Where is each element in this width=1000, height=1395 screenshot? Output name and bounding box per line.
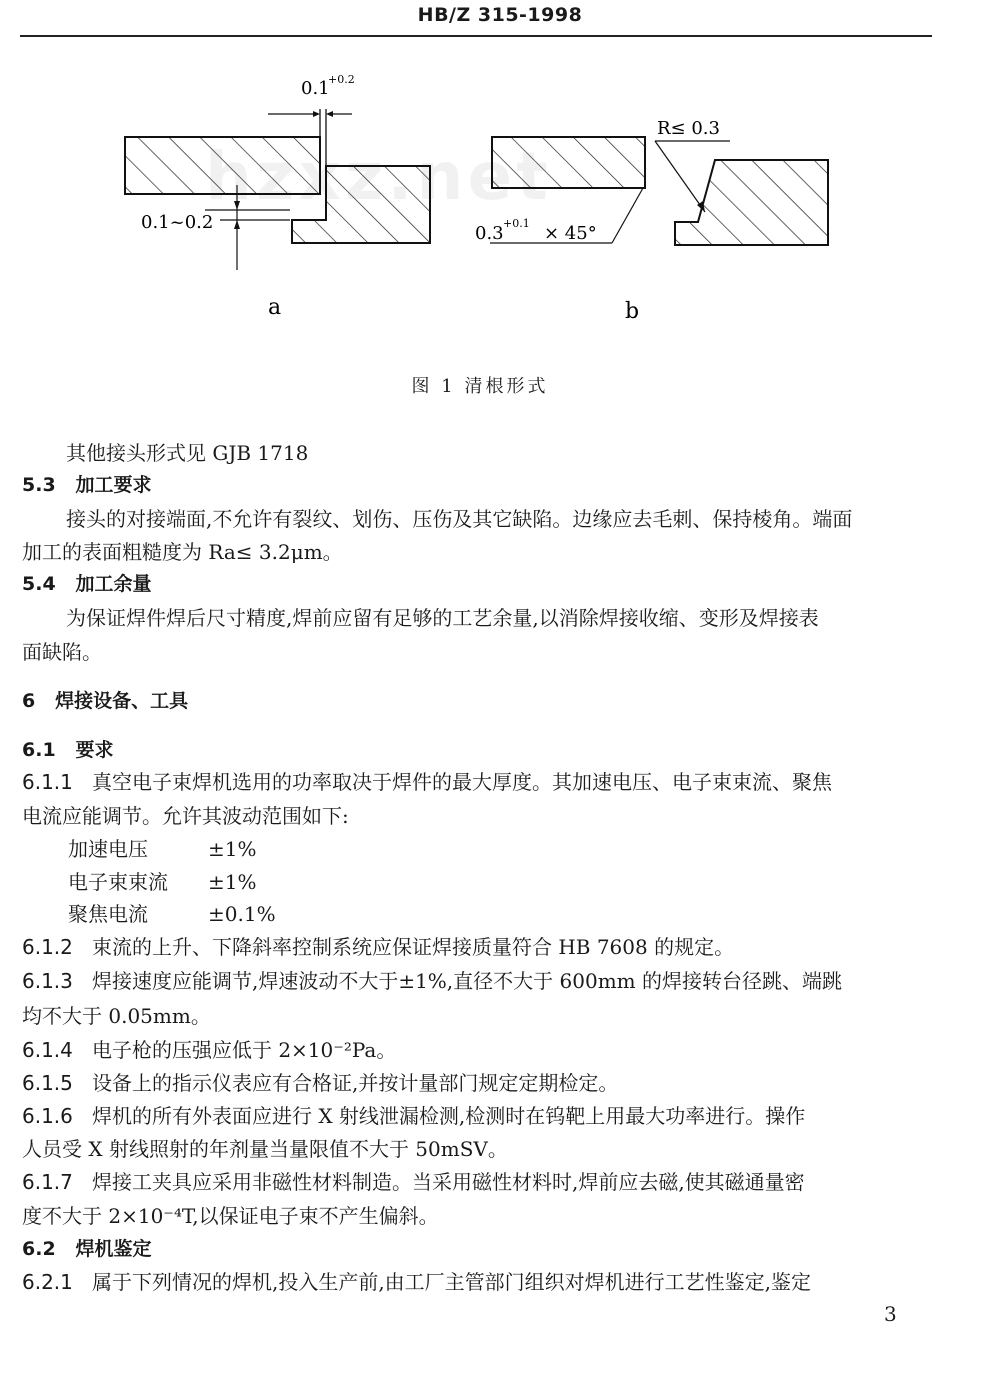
- clause-text: 焊接工夹具应采用非磁性材料制造。当采用磁性材料时,焊前应去磁,使其磁通量密: [91, 1170, 805, 1194]
- figure-1-cleaning-root-forms: [0, 60, 1000, 360]
- figure-b-left-plate: [492, 137, 645, 188]
- clause-text: 焊机的所有外表面应进行 X 射线泄漏检测,检测时在钨靶上用最大功率进行。操作: [91, 1104, 806, 1128]
- clause-text: 真空电子束焊机选用的功率取决于焊件的最大厚度。其加速电压、电子束束流、聚焦: [91, 770, 832, 794]
- dim-a-left: 0.1~0.2: [141, 212, 214, 233]
- section-6-1-6-line-1: [22, 1103, 805, 1129]
- section-6-1-5-line-1: [22, 1070, 618, 1096]
- tolerance-label: 电子束束流: [68, 870, 168, 894]
- dim-a-top-sup: +0.2: [328, 73, 355, 86]
- section-5-3-line-2: 加工的表面粗糙度为 Ra≤ 3.2μm。: [22, 540, 343, 564]
- section-6-2-1-line-1: [22, 1269, 811, 1295]
- tolerance-label: 聚焦电流: [68, 902, 148, 926]
- figure-a-label: a: [268, 295, 282, 320]
- section-title: 加工余量: [75, 573, 152, 595]
- section-6-1-1-line-2: 电流应能调节。允许其波动范围如下:: [22, 804, 349, 828]
- section-6-1-6-line-2: 人员受 X 射线照射的年剂量当量限值不大于 50mSV。: [22, 1137, 508, 1161]
- section-6-heading: [22, 688, 188, 714]
- tolerance-value: ±1%: [208, 870, 257, 894]
- tolerance-row: [68, 836, 257, 862]
- figure-a-drawing: [125, 73, 430, 320]
- section-number: 6.1: [22, 739, 56, 761]
- clause-text: 电子枪的压强应低于 2×10⁻²Pa。: [91, 1038, 397, 1062]
- section-5-4-line-2: 面缺陷。: [22, 640, 102, 664]
- section-6-1-1-line-1: [22, 769, 832, 795]
- clause-number: 6.1.2: [22, 935, 73, 959]
- section-6-2-heading: [22, 1236, 152, 1262]
- section-6-1-3-line-2: 均不大于 0.05mm。: [22, 1004, 211, 1028]
- section-number: 6: [22, 690, 36, 712]
- clause-text: 焊接速度应能调节,焊速波动不大于±1%,直径不大于 600mm 的焊接转台径跳、端跳: [91, 969, 842, 993]
- section-5-4-line-1: 为保证焊件焊后尺寸精度,焊前应留有足够的工艺余量,以消除焊接收缩、变形及焊接表: [66, 606, 819, 630]
- dim-a-top: 0.1: [301, 78, 330, 99]
- tolerance-value: ±0.1%: [208, 902, 276, 926]
- clause-number: 6.1.1: [22, 770, 73, 794]
- section-5-4-heading: [22, 571, 152, 597]
- section-6-1-4-line-1: [22, 1037, 396, 1063]
- clause-number: 6.1.4: [22, 1038, 73, 1062]
- section-title: 焊接设备、工具: [55, 690, 189, 712]
- dim-b-chamfer-sup: +0.1: [503, 217, 530, 230]
- section-number: 5.4: [22, 573, 56, 595]
- section-number: 5.3: [22, 474, 56, 496]
- clause-number: 6.1.6: [22, 1104, 73, 1128]
- section-6-1-3-line-1: [22, 968, 842, 994]
- page-number: 3: [884, 1302, 897, 1326]
- dim-b-chamfer: 0.3: [475, 223, 504, 244]
- clause-text: 束流的上升、下降斜率控制系统应保证焊接质量符合 HB 7608 的规定。: [91, 935, 735, 959]
- figure-b-label: b: [625, 299, 640, 324]
- tolerance-label: 加速电压: [68, 837, 148, 861]
- tolerance-row: [68, 869, 257, 895]
- section-title: 加工要求: [75, 474, 152, 496]
- clause-text: 设备上的指示仪表应有合格证,并按计量部门规定定期检定。: [91, 1071, 619, 1095]
- dim-b-radius: R≤ 0.3: [657, 118, 720, 139]
- header-rule: [20, 35, 932, 37]
- clause-text: 属于下列情况的焊机,投入生产前,由工厂主管部门组织对焊机进行工艺性鉴定,鉴定: [91, 1270, 812, 1294]
- section-6-1-2-line-1: [22, 934, 734, 960]
- section-6-1-7-line-2: 度不大于 2×10⁻⁴T,以保证电子束不产生偏斜。: [22, 1204, 439, 1228]
- figure-caption: 图 1 清根形式: [411, 376, 549, 397]
- dim-b-chamfer-tail: × 45°: [544, 223, 597, 244]
- section-number: 6.2: [22, 1238, 56, 1260]
- section-title: 要求: [75, 739, 114, 761]
- clause-number: 6.1.3: [22, 969, 73, 993]
- section-5-3-line-1: 接头的对接端面,不允许有裂纹、划伤、压伤及其它缺陷。边缘应去毛刺、保持棱角。端面: [66, 507, 853, 531]
- section-6-1-7-line-1: [22, 1169, 805, 1195]
- paragraph-other-joints: 其他接头形式见 GJB 1718: [66, 441, 309, 465]
- section-6-1-heading: [22, 737, 114, 763]
- tolerance-row: [68, 901, 276, 927]
- clause-number: 6.2.1: [22, 1270, 73, 1294]
- figure-a-left-plate: [125, 137, 320, 194]
- section-5-3-heading: [22, 472, 152, 498]
- clause-number: 6.1.5: [22, 1071, 73, 1095]
- clause-number: 6.1.7: [22, 1170, 73, 1194]
- tolerance-value: ±1%: [208, 837, 257, 861]
- section-title: 焊机鉴定: [75, 1238, 152, 1260]
- figure-b-drawing: [475, 118, 828, 324]
- document-header: HB/Z 315-1998: [417, 4, 583, 26]
